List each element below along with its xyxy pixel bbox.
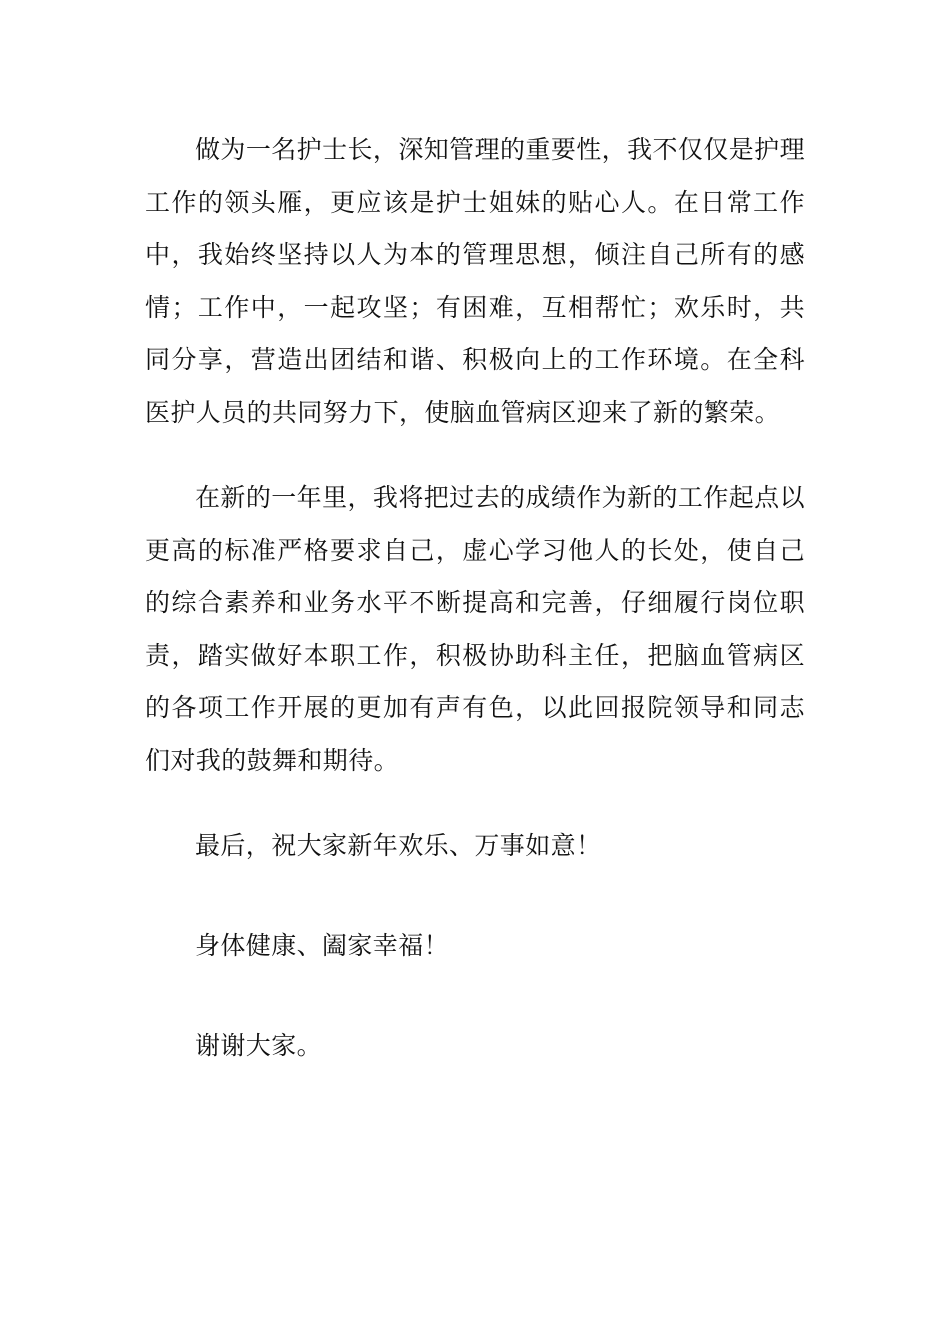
closing-line-thanks: 谢谢大家。	[195, 1031, 323, 1060]
paragraph-2: 在新的一年里，我将把过去的成绩作为新的工作起点以更高的标准严格要求自己，虚心学习他人的长处，使自己的综合素养和业务水平不断提高和完善，仔细履行岗位职责，踏实做好本职工作，积极协助科主任，把脑血管病区的各项工作开展的更加有声有色，以此回报院领导和同志们对我的鼓舞和期待。	[145, 483, 805, 775]
closing-line-health: 身体健康、阖家幸福！	[195, 931, 450, 960]
paragraph-1-container	[145, 124, 805, 440]
paragraph-1: 做为一名护士长，深知管理的重要性，我不仅仅是护理工作的领头雁，更应该是护士姐妹的贴心人。在日常工作中，我始终坚持以人为本的管理思想，倾注自己所有的感情；工作中，一起攻坚；有困难，互相帮忙；欢乐时，共同分享，营造出团结和谐、积极向上的工作环境。在全科医护人员的共同努力下，使脑血管病区迎来了新的繁荣。	[145, 135, 805, 427]
closing-line-wishes: 最后，祝大家新年欢乐、万事如意！	[195, 831, 602, 860]
paragraph-2-container	[145, 472, 805, 788]
